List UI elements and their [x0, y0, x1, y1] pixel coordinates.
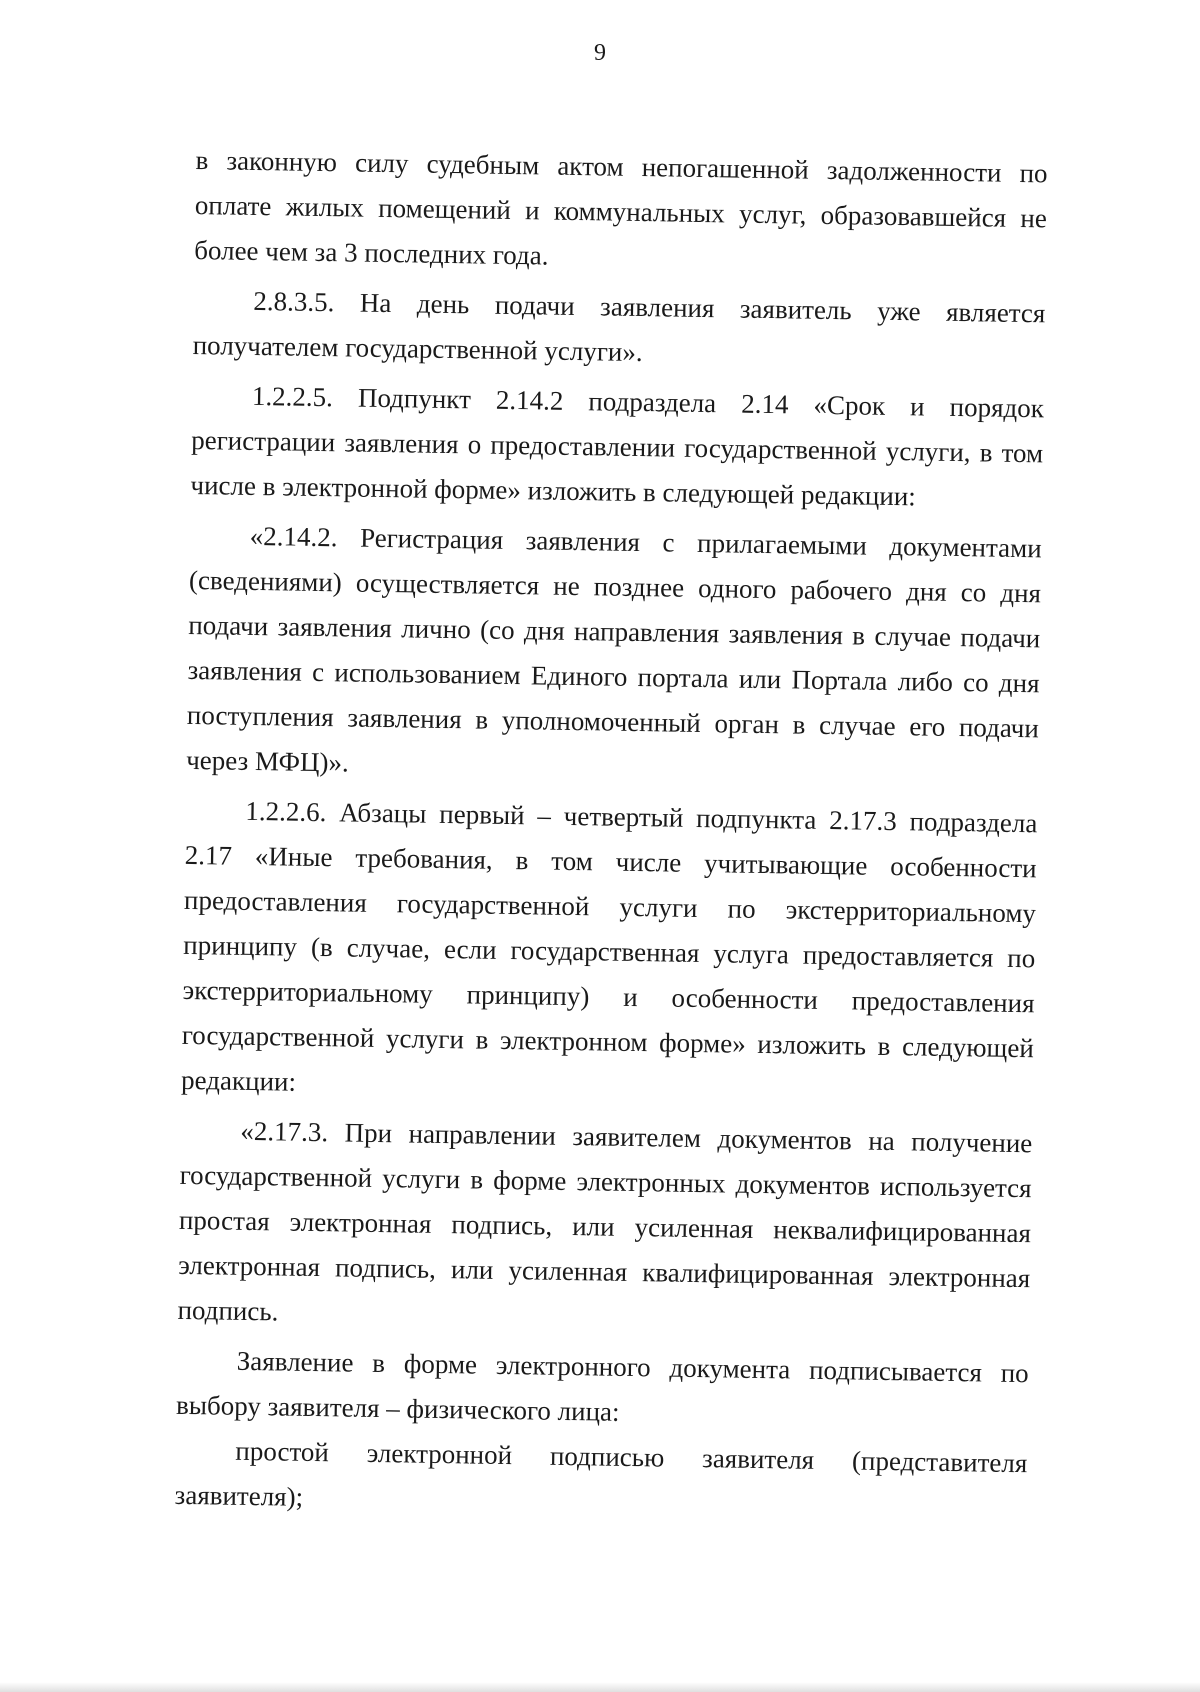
scan-bottom-edge: [0, 1682, 1200, 1692]
document-body: [174, 138, 1048, 1536]
paragraph-2-17-3: «2.17.3. При направлении заявителем документов на получение государственной услуги в форме электронных документов используется простая электронная подпись, или усиленная неквалифицированная электронная подпись, или усиленная квалифицированная электронная подпись.: [177, 1115, 1033, 1327]
paragraph-2-8-3-5: 2.8.3.5. На день подачи заявления заявитель уже является получателем государственной услуги».: [192, 285, 1046, 368]
paragraph-continuation: в законную силу судебным актом непогашенной задолженности по оплате жилых помещений и коммунальных услуг, образовавшейся не более чем за 3 последних года.: [194, 144, 1048, 271]
page-number: 9: [594, 40, 606, 66]
paragraph-simple-signature: простой электронной подписью заявителя (представителя заявителя);: [174, 1435, 1028, 1512]
paragraph-2-14-2: «2.14.2. Регистрация заявления с прилагаемыми документами (сведениями) осуществляется не позднее одного рабочего дня со дня подачи заявления лично (со дня направления заявления в случае подачи заявления с использованием Единого портала или Портала либо со дня поступления заявления в уполномоченный орган в случае его подачи через МФЦ)».: [185, 520, 1042, 778]
paragraph-1-2-2-6: 1.2.2.6. Абзацы первый – четвертый подпункта 2.17.3 подраздела 2.17 «Иные требования, в том числе учитывающие особенности предоставления государственной услуги по экстерриториальному принципу (в случае, если государственная услуга предоставляется по экстерриториальному принципу) и особенности предоставления государственной услуги в электронном форме» изложить в следующей редакции:: [180, 795, 1038, 1097]
paragraph-1-2-2-5: 1.2.2.5. Подпункт 2.14.2 подраздела 2.14 «Срок и порядок регистрации заявления о предоставлении государственной услуги, в том числе в электронной форме» изложить в следующей редакции:: [190, 380, 1045, 512]
paragraph-application-signing: Заявление в форме электронного документа подписывается по выбору заявителя – физического лица:: [175, 1345, 1029, 1427]
